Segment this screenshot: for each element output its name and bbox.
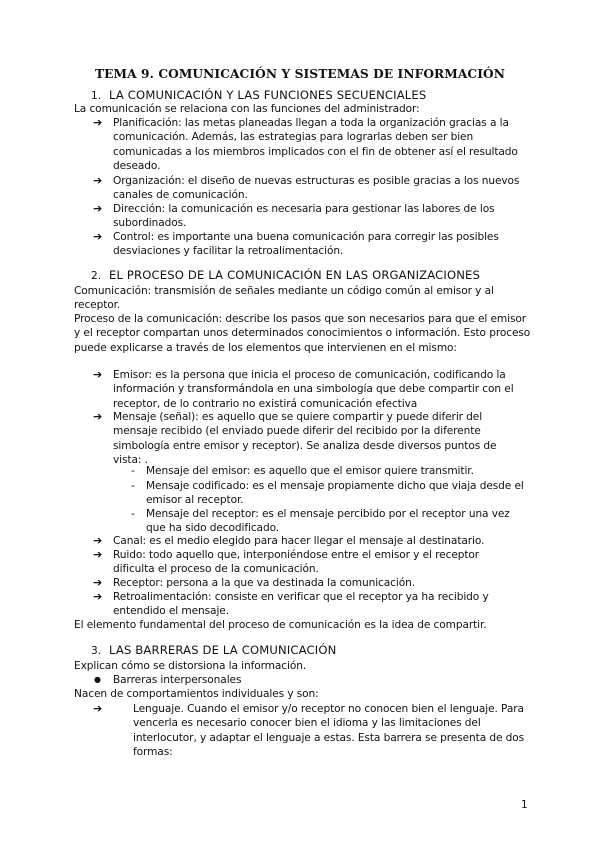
sub-list-item: Mensaje codificado: es el mensaje propiamente dicho que viaja desde el emisor al receptor. [146, 480, 524, 507]
list-item: Ruido: todo aquello que, interponiéndose entre el emisor y el receptor dificulta el proceso de la comunicación. [113, 549, 480, 576]
list-item: Canal: es el medio elegido para hacer llegar el mensaje al destinatario. [113, 535, 485, 547]
arrow-bullet-icon: ➔ [93, 534, 103, 547]
paragraph: Comunicación: transmisión de señales mediante un código común al emisor y al receptor. [74, 285, 494, 312]
list-item: Organización: el diseño de nuevas estructuras es posible gracias a los nuevos canales de comunicación. [113, 175, 520, 202]
document-title: TEMA 9. COMUNICACIÓN Y SISTEMAS DE INFORMACIÓN [95, 67, 505, 81]
arrow-bullet-icon: ➔ [93, 368, 103, 381]
list-item: Retroalimentación: consiste en verificar que el receptor ya ha recibido y entendido el mensaje. [113, 591, 489, 618]
dash-bullet-icon: - [131, 464, 135, 477]
dash-bullet-icon: - [131, 479, 135, 492]
page-number: 1 [521, 799, 528, 811]
list-item: Receptor: persona a la que va destinada la comunicación. [113, 577, 415, 589]
list-item: Planificación: las metas planeadas llegan a toda la organización gracias a la comunicación. Además, las estrategias para lograrlas deben ser bien comunicadas a los miembros implicados con el fin de obtener así el resultado deseado. [113, 117, 518, 172]
paragraph: Proceso de la comunicación: describe los pasos que son necesarios para que el emisor y el receptor compartan unos determinados conocimientos o información. Esto proceso puede explicarse a través de los elementos que intervienen en el mismo: [74, 313, 531, 354]
paragraph: La comunicación se relaciona con las funciones del administrador: [74, 103, 420, 115]
arrow-bullet-icon: ➔ [93, 702, 103, 715]
paragraph: Nacen de comportamientos individuales y son: [74, 688, 319, 700]
arrow-bullet-icon: ➔ [93, 174, 103, 187]
arrow-bullet-icon: ➔ [93, 230, 103, 243]
list-item: Barreras interpersonales [113, 674, 242, 686]
list-item: Control: es importante una buena comunicación para corregir las posibles desviaciones y facilitar la retroalimentación. [113, 231, 499, 258]
arrow-bullet-icon: ➔ [93, 202, 103, 215]
list-item: Dirección: la comunicación es necesaria para gestionar las labores de los subordinados. [113, 203, 495, 230]
list-item: Lenguaje. Cuando el emisor y/o receptor no conocen bien el lenguaje. Para vencerla es necesario conocer bien el idioma y las limitaciones del interlocutor, y adaptar el lenguaje a estas. Esta barrera se presenta de dos formas: [133, 703, 525, 758]
dash-bullet-icon: - [131, 507, 135, 520]
paragraph: Explican cómo se distorsiona la información. [74, 660, 307, 672]
section-number: 1. [91, 90, 102, 102]
arrow-bullet-icon: ➔ [93, 590, 103, 603]
sub-list-item: Mensaje del emisor: es aquello que el emisor quiere transmitir. [146, 465, 474, 477]
section-number: 2. [91, 270, 102, 282]
section-number: 3. [91, 645, 102, 657]
section-heading: LA COMUNICACIÓN Y LAS FUNCIONES SECUENCIALES [109, 88, 427, 102]
arrow-bullet-icon: ➔ [93, 548, 103, 561]
arrow-bullet-icon: ➔ [93, 576, 103, 589]
section-heading: LAS BARRERAS DE LA COMUNICACIÓN [109, 643, 337, 657]
sub-list-item: Mensaje del receptor: es el mensaje percibido por el receptor una vez que ha sido decodificado. [146, 508, 510, 535]
list-item: Emisor: es la persona que inicia el proceso de comunicación, codificando la información y transformándola en una simbología que debe compartir con el receptor, de lo contrario no existirá comunicación efectiva [113, 369, 514, 410]
list-item: Mensaje (señal): es aquello que se quiere compartir y puede diferir del mensaje recibido (el enviado puede diferir del recibido por la diferente simbología entre emisor y receptor). Se analiza desde diversos puntos de vista: . [113, 411, 497, 466]
arrow-bullet-icon: ➔ [93, 410, 103, 423]
dot-bullet-icon: ● [94, 675, 101, 684]
section-heading: EL PROCESO DE LA COMUNICACIÓN EN LAS ORGANIZACIONES [109, 268, 481, 282]
paragraph: El elemento fundamental del proceso de comunicación es la idea de compartir. [74, 619, 487, 631]
arrow-bullet-icon: ➔ [93, 116, 103, 129]
